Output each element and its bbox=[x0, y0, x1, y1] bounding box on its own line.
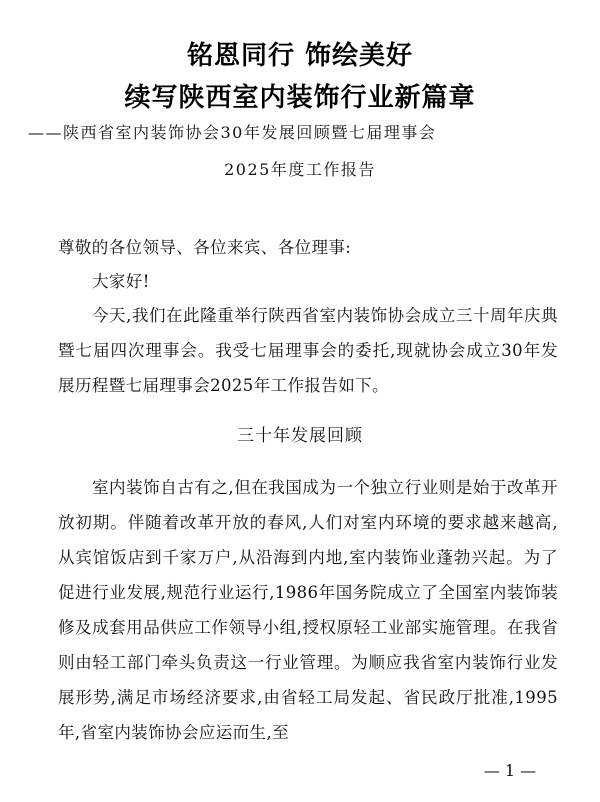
report-subtitle-line2: 2025年度工作报告 bbox=[224, 160, 376, 179]
report-title-line2: 续写陕西室内装饰行业新篇章 bbox=[124, 83, 476, 113]
report-title-line1: 铭恩同行 饰绘美好 bbox=[186, 41, 414, 71]
greeting-line: 大家好! bbox=[92, 272, 150, 291]
history-paragraph: 室内装饰自古有之,但在我国成为一个独立行业则是始于改革开放初期。伴随着改革开放的春风,人们对室内环境的要求越来越高,从宾馆饭店到千家万户,从沿海到内地,室内装饰业蓬勃兴起。为了促进行业发展,规范行业运行,1986年国务院成立了全国室内装饰装修及成套用品供应工作领导小组,授权原轻工业部实施管理。在我省则由轻工部门牵头负责这一行业管理。为顺应我省室内装饰行业发展形势,满足市场经济要求,由省轻工局发起、省民政厅批准,1995年,省室内装饰协会应运而生,至 bbox=[58, 478, 558, 742]
intro-paragraph: 今天,我们在此隆重举行陕西省室内装饰协会成立三十周年庆典暨七届四次理事会。我受七届理事会的委托,现就协会成立30年发展历程暨七届理事会2025年工作报告如下。 bbox=[58, 306, 558, 395]
salutation: 尊敬的各位领导、各位来宾、各位理事: bbox=[58, 238, 352, 257]
report-subtitle-line1: ——陕西省室内装饰协会30年发展回顾暨七届理事会 bbox=[28, 123, 437, 142]
section-heading: 三十年发展回顾 bbox=[237, 426, 363, 446]
page-number: — 1 — bbox=[483, 761, 537, 780]
